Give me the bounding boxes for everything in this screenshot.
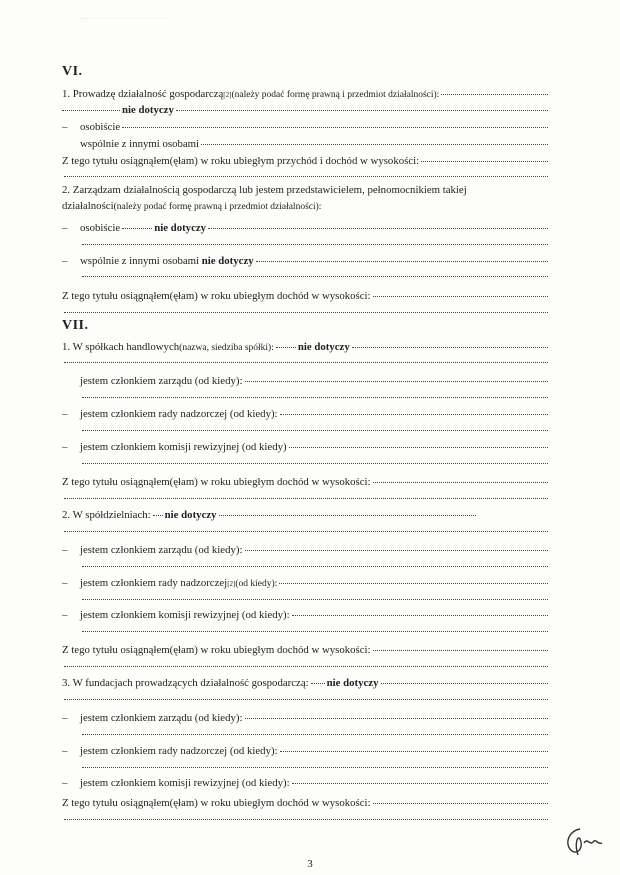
vii-q1-board-line: jestem członkiem zarządu (od kiedy): bbox=[62, 371, 548, 388]
blank-line bbox=[62, 166, 548, 179]
vi-q2-personal-line: – osobiście nie dotyczy bbox=[62, 218, 548, 235]
blank-line bbox=[62, 352, 548, 365]
vi-q1-personal-line: – osobiście bbox=[62, 117, 548, 134]
vi-q1-income-line: Z tego tytułu osiągnąłem(ęłam) w roku ubiegłym przychód i dochód w wysokości: bbox=[62, 151, 548, 168]
blank-line bbox=[62, 621, 548, 634]
vi-q2-question: 2. Zarządzam działalnością gospodarczą lub jestem przedstawicielem, pełnomocnikiem takiej bbox=[62, 184, 467, 196]
signature-initials-icon bbox=[560, 825, 604, 861]
vi-q2-question-cont: działalności (należy podać formę prawną i przedmiot działalności): bbox=[62, 200, 322, 212]
vi-q2-joint-line: – wspólnie z innymi osobami nie dotyczy bbox=[62, 251, 548, 268]
blank-line bbox=[62, 724, 548, 737]
vii-q2-income-line: Z tego tytułu osiągnąłem(ęłam) w roku ubiegłym dochód w wysokości: bbox=[62, 640, 548, 657]
vii-q2-audit-line: – jestem członkiem komisji rewizyjnej (od kiedy): bbox=[62, 605, 548, 622]
blank-line bbox=[62, 809, 548, 822]
section-heading-vi: VI. bbox=[62, 64, 83, 79]
blank-line bbox=[62, 689, 548, 702]
vii-q1-question: 1. W spółkach handlowych (nazwa, siedziba spółki): nie dotyczy bbox=[62, 337, 548, 355]
vi-q1-question: 1. Prowadzę działalność gospodarczą [2] (należy podać formę prawną i przedmiot działalności): bbox=[62, 84, 548, 102]
section-heading-vii: VII. bbox=[62, 318, 89, 333]
blank-line bbox=[62, 302, 548, 315]
blank-line bbox=[62, 387, 548, 400]
vii-q2-question: 2. W spółdzielniach: nie dotyczy bbox=[62, 505, 476, 522]
blank-line bbox=[62, 757, 548, 770]
page-number: 3 bbox=[307, 858, 313, 870]
vii-q1-income-line: Z tego tytułu osiągnąłem(ęłam) w roku ubiegłym dochód w wysokości: bbox=[62, 472, 548, 489]
vi-q1-joint-line: wspólnie z innymi osobami bbox=[62, 134, 548, 151]
blank-line bbox=[62, 453, 548, 466]
vii-q3-audit-line: – jestem członkiem komisji rewizyjnej (od kiedy): bbox=[62, 773, 548, 790]
vii-q3-board-line: – jestem członkiem zarządu (od kiedy): bbox=[62, 708, 548, 725]
vii-q2-board-line: – jestem członkiem zarządu (od kiedy): bbox=[62, 540, 548, 557]
vii-q1-supervisory-line: – jestem członkiem rady nadzorczej (od kiedy): bbox=[62, 404, 548, 421]
blank-line bbox=[62, 488, 548, 501]
blank-line bbox=[62, 234, 548, 247]
scan-smudge bbox=[80, 8, 170, 19]
vii-q3-supervisory-line: – jestem członkiem rady nadzorczej (od kiedy): bbox=[62, 741, 548, 758]
vii-q1-audit-line: – jestem członkiem komisji rewizyjnej (od kiedy) bbox=[62, 437, 548, 454]
blank-line bbox=[62, 420, 548, 433]
vi-q1-answer: nie dotyczy bbox=[122, 104, 174, 116]
vii-q3-income-line: Z tego tytułu osiągnąłem(ęłam) w roku ubiegłym dochód w wysokości: bbox=[62, 793, 548, 810]
vii-q2-supervisory-line: – jestem członkiem rady nadzorczej [2] (od kiedy): bbox=[62, 573, 548, 591]
vi-q2-income-line: Z tego tytułu osiągnąłem(ęłam) w roku ubiegłym dochód w wysokości: bbox=[62, 286, 548, 303]
blank-line bbox=[62, 521, 548, 534]
blank-line bbox=[62, 556, 548, 569]
vii-q3-question: 3. W fundacjach prowadzących działalność gospodarczą: nie dotyczy bbox=[62, 673, 548, 690]
blank-line bbox=[62, 266, 548, 279]
blank-line bbox=[62, 589, 548, 602]
blank-line bbox=[62, 656, 548, 669]
